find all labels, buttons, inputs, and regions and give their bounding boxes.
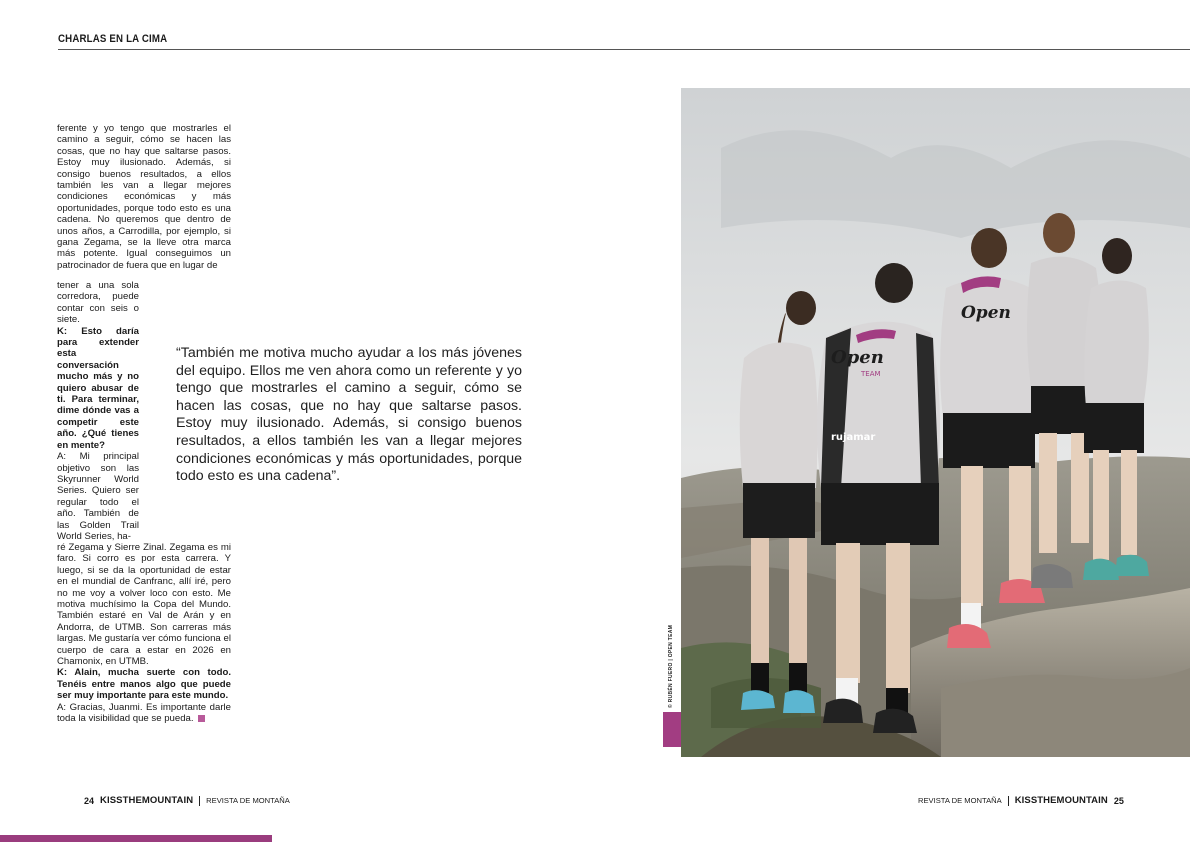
body-paragraph: ferente y yo tengo que mostrarles el camino a seguir, cómo se hacen las cosas, que no hay que saltarse pasos. Estoy muy ilusionado. Además, si consigo buenos resultados, a ellos también les van a llegar mejores condiciones económicas y más oportunidades, porque todo esto es una cadena. No queremos que dentro de unos años, a Carrodilla, por ejemplo, si gana Zegama, se la lleve otra marca más potente. Igual conseguimos un patrocinador de fuera que en lugar de — [57, 123, 231, 271]
text-column-a — [57, 123, 231, 271]
end-of-article-mark — [198, 715, 205, 722]
section-label: CHARLAS EN LA CIMA — [58, 33, 168, 45]
photo-credit: © RUBÉN FUERO | OPEN TEAM — [668, 624, 674, 708]
interview-answer: A: Gracias, Juanmi. Es importante darle toda la visibilidad que se pueda. — [57, 701, 231, 725]
sponsor-logo: rujamar — [831, 432, 876, 443]
text-column-b — [57, 280, 139, 542]
page-number: 25 — [1113, 795, 1124, 806]
footer-separator — [1008, 796, 1009, 806]
footer-right — [918, 795, 1124, 806]
jersey-logo: Open — [961, 303, 1011, 323]
header-rule — [58, 49, 1190, 50]
text-column-c — [57, 542, 231, 725]
body-paragraph: ré Zegama y Sierre Zinal. Zegama es mi faro. Si corro es por esta carrera. Y luego, si se da la oportunidad de estar en el mundial de Canfranc, allí iré, pero no me voy a volver loco con esto. Me motiva muchísimo la Copa del Mundo. También estaré en Val de Arán y en Andorra, de UTMB. Son carreras más largas. Me gustaría ver cómo funciona el cuerpo de cara a estar en 2026 en Chamonix, en UTMB. — [57, 542, 231, 668]
team-photo — [681, 88, 1190, 757]
page-number: 24 — [84, 795, 95, 806]
bottom-accent-bar — [0, 835, 272, 842]
interview-answer: A: Mi principal objetivo son las Skyrunner World Series. Quiero ser regular todo el año. También de las Golden Trail World Series, ha- — [57, 451, 139, 542]
magazine-brand: KISSTHEMOUNTAIN — [1014, 795, 1108, 806]
magazine-brand: KISSTHEMOUNTAIN — [100, 795, 194, 806]
magazine-subtitle: REVISTA DE MONTAÑA — [918, 796, 1002, 805]
body-paragraph: tener a una sola corredora, puede contar con seis o siete. — [57, 280, 139, 326]
jersey-logo-sub: TEAM — [861, 370, 881, 378]
footer-left — [84, 795, 290, 806]
magazine-subtitle: REVISTA DE MONTAÑA — [206, 796, 290, 805]
jersey-logo: Open — [831, 347, 884, 368]
accent-block — [663, 712, 681, 747]
footer-separator — [199, 796, 200, 806]
pull-quote: “También me motiva mucho ayudar a los más jóvenes del equipo. Ellos me ven ahora como un referente y yo tengo que mostrarles el camino a seguir, cómo se hacen las cosas, que no hay que saltarse pasos. Estoy muy ilusionado. Además, si consigo buenos resultados, a ellos también les van a llegar mejores condiciones económicas y más oportunidades, porque todo esto es una cadena”. — [176, 345, 522, 485]
interview-question: K: Alain, mucha suerte con todo. Tenéis entre manos algo que puede ser muy importante para este mundo. — [57, 667, 231, 702]
interview-question: K: Esto daría para extender esta conversación mucho más y no quiero abusar de ti. Para terminar, dime dónde vas a competir este año. ¿Qué tienes en mente? — [57, 325, 139, 451]
